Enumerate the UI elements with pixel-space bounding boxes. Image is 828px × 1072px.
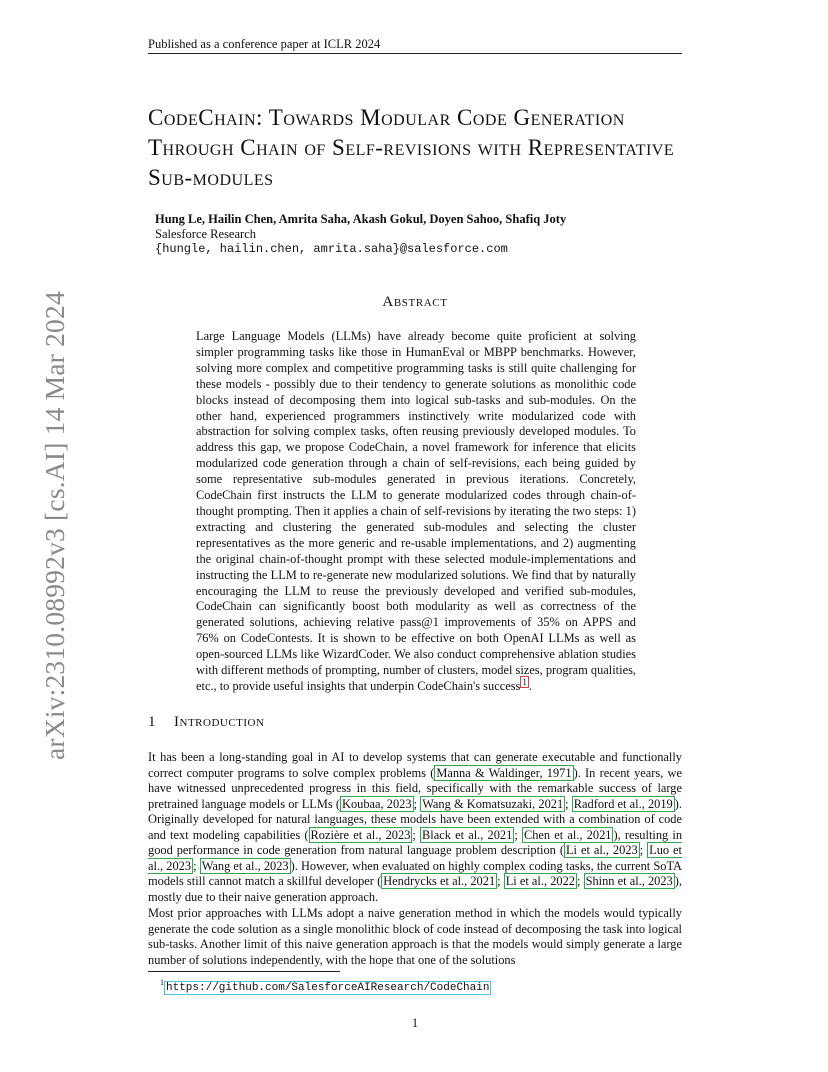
abstract-body: Large Language Models (LLMs) have already become quite proficient at solving simpler programming tasks like those in HumanEval or MBPP benchmarks. However, solving more complex and competitive programming tasks is still quite challenging for these models - possibly due to their tendency to generate solutions as monolithic code blocks instead of decomposing them into logical sub-tasks and sub-modules. On the other hand, experienced programmers instinctively write modularized code with abstraction for solving complex tasks, often reusing previously developed modules. To address this gap, we propose CodeChain, a novel framework for inference that elicits modularized code generation through a chain of self-revisions, each being guided by some representative sub-modules generated in previous iterations. Concretely, CodeChain first instructs the LLM to generate modularized codes through chain-of-thought prompting. Then it applies a chain of self-revisions by iterating the two steps: 1) extracting and clustering the generated sub-modules and selecting the cluster representatives as the more generic and re-usable implementations, and 2) augmenting the original chain-of-thought prompt with these selected module-implementations and instructing the LLM to re-generate new modularized solutions. We find that by naturally encouraging the LLM to reuse the previously developed and verified sub-modules, CodeChain can significantly boost both modularity as well as correctness of the generated solutions, achieving relative pass@1 improvements of 35% on APPS and 76% on CodeContests. It is shown to be effective on both OpenAI LLMs as well as open-sourced LLMs like WizardCoder. We also conduct comprehensive ablation studies with different methods of prompting, number of clusters, model sizes, program qualities, etc., to provide useful insights that underpin CodeChain's success $^1$ . — [196, 329, 636, 693]
footnote-url-link[interactable]: https://github.com/SalesforceAIResearch/CodeChain — [166, 981, 490, 994]
citation-link[interactable]: Li et al., 2022 — [505, 874, 575, 888]
author-names: Hung Le, Hailin Chen, Amrita Saha, Akash Gokul, Doyen Sahoo, Shafiq Joty — [155, 212, 567, 226]
citation-link[interactable]: Black et al., 2021 — [422, 827, 513, 842]
intro-text: ), mostly due to their naive generation approach. — [148, 874, 682, 904]
page-number: 1 — [411, 1016, 419, 1030]
section-heading — [148, 714, 682, 731]
running-head: Published as a conference paper at ICLR 2024 — [148, 37, 381, 51]
footnote-rule — [148, 971, 340, 972]
author-email: {hungle, hailin.chen, amrita.saha}@salesforce.com — [155, 242, 508, 256]
citation-link[interactable]: Li et al., 2023 — [565, 843, 638, 857]
intro-paragraph-1: It has been a long-standing goal in AI to develop systems that can generate executable and functionally correct computer programs to solve complex problems ( Manna & Waldinger, 1971 ). In recent years, we have witnessed unprecedented progress in this field, specifically with the remarkable success of large pretrained language models or LLMs ( Koubaa, 2023 ; Wang & Komatsuzaki, 2021 ; Radford et al., 2019 ). Originally developed for natural languages, these models have been extended with a combination of code and text modeling capabilities ( Rozière et al., 2023 ; Black et al., 2021 ; Chen et al., 2021 ), resulting in good performance in code generation from natural language problem description ( Li et al., 2023 ; Luo et al., 2023 ; Wang et al., 2023 ). However, when evaluated on highly complex coding tasks, the current SoTA models still cannot match a skillful developer ( Hendrycks et al., 2021 ; Li et al., 2022 ; Shinn et al., 2023 ), mostly due to their naive generation approach. — [148, 750, 683, 904]
footnote — [160, 976, 680, 995]
intro-text: It has been a long-standing goal in AI to develop systems that can generate executable and functionally correct computer programs to solve complex problems ( — [148, 750, 682, 780]
citation-link[interactable]: Rozière et al., 2023 — [310, 827, 411, 842]
citation-link[interactable]: Radford et al., 2019 — [573, 796, 673, 811]
citation-link[interactable]: Luo et al., 2023 — [148, 843, 682, 873]
citation-link[interactable]: Wang et al., 2023 — [201, 858, 289, 873]
abstract-heading: Abstract — [382, 294, 448, 310]
footnote-marker: 1 — [160, 978, 164, 987]
section-number: 1 — [148, 714, 156, 730]
intro-text: ), resulting in good performance in code generation from natural language problem description ( — [148, 827, 683, 857]
intro-text: ). Originally developed for natural languages, these models have been extended with a combination of code and text modeling capabilities ( — [148, 796, 682, 842]
citation-link[interactable]: Shinn et al., 2023 — [585, 874, 673, 888]
paper-title: CodeChain: Towards Modular Code Generation Through Chain of Self-revisions with Representative Sub-modules — [148, 105, 675, 190]
author-affiliation: Salesforce Research — [155, 227, 256, 241]
abstract-text: Large Language Models (LLMs) have already become quite proficient at solving simpler programming tasks like those in HumanEval or MBPP benchmarks. However, solving more complex and competitive programming tasks is still quite challenging for these models - possibly due to their tendency to generate solutions as monolithic code blocks instead of decomposing them into logical sub-tasks and sub-modules. On the other hand, experienced programmers instinctively write modularized code with abstraction for solving complex tasks, often reusing previously developed modules. To address this gap, we propose CodeChain, a novel framework for inference that elicits modularized code generation through a chain of self-revisions, each being guided by some representative sub-modules generated in previous iterations. Concretely, CodeChain first instructs the LLM to generate modularized codes through chain-of-thought prompting. Then it applies a chain of self-revisions by iterating the two steps: 1) extracting and clustering the generated sub-modules and selecting the cluster representatives as the more generic and re-usable implementations, and 2) augmenting the original chain-of-thought prompt with these selected module-implementations and instructing the LLM to re-generate new modularized solutions. We find that by naturally encouraging the LLM to reuse the previously developed and verified sub-modules, CodeChain can significantly boost both modularity as well as correctness of the generated solutions, achieving relative pass@1 improvements of 35% on APPS and 76% on CodeContests. It is shown to be effective on both OpenAI LLMs as well as open-sourced LLMs like WizardCoder. We also conduct comprehensive ablation studies with different methods of prompting, number of clusters, model sizes, program qualities, etc., to provide useful insights that underpin CodeChain's success — [196, 329, 636, 693]
intro-paragraph-2: Most prior approaches with LLMs adopt a naive generation method in which the models would typically generate the code solution as a single monolithic block of code instead of decomposing the task into logical sub-tasks. Another limit of this naive generation approach is that the models would simply generate a large number of solutions independently, with the hope that one of the solutions — [148, 906, 682, 967]
header-rule — [148, 53, 682, 54]
footnote-link[interactable]: 1 — [522, 676, 527, 687]
citation-link[interactable]: Manna & Waldinger, 1971 — [436, 765, 572, 780]
citation-link[interactable]: Koubaa, 2023 — [342, 796, 412, 811]
author-block — [155, 212, 685, 257]
citation-link[interactable]: Hendrycks et al., 2021 — [383, 874, 496, 888]
citation-link[interactable]: Chen et al., 2021 — [523, 827, 612, 842]
intro-text: ). However, when evaluated on highly complex coding tasks, the current SoTA models still cannot match a skillful developer ( — [148, 858, 682, 888]
intro-text: ). In recent years, we have witnessed unprecedented progress in this field, specifically with the remarkable success of large pretrained language models or LLMs ( — [148, 765, 683, 811]
arxiv-stamp: arXiv:2310.08992v3 [cs.AI] 14 Mar 2024 — [39, 291, 70, 760]
citation-link[interactable]: Wang & Komatsuzaki, 2021 — [422, 796, 564, 811]
section-title: Introduction — [174, 714, 265, 730]
